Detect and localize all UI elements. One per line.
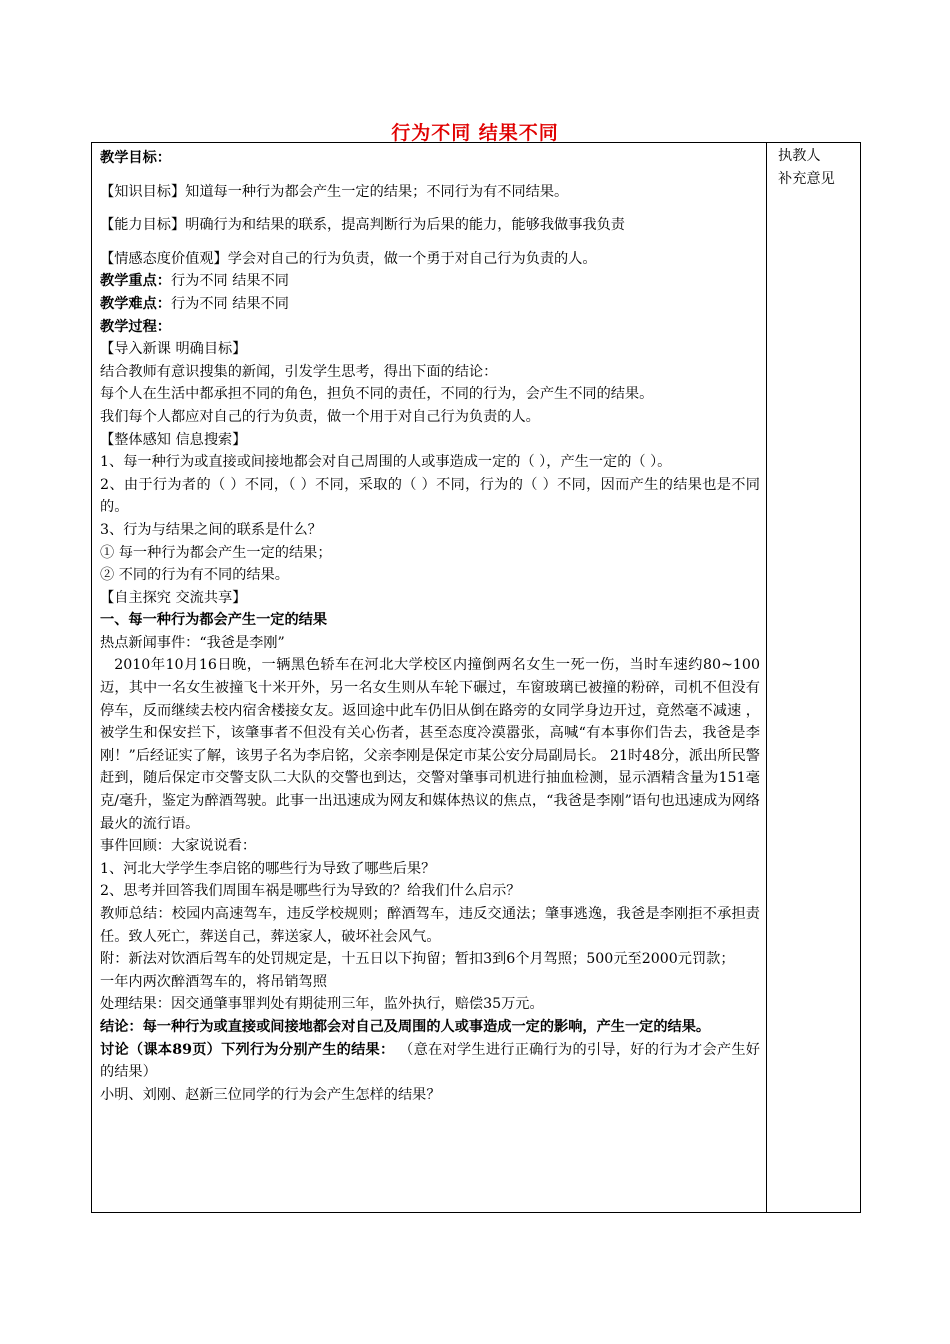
news-body: 2010年10月16日晚，一辆黑色轿车在河北大学校区内撞倒两名女生一死一伤，当时车速约80~100迈，其中一名女生被撞飞十米开外，另一名女生则从车轮下碾过，车窗玻璃已被撞的粉碎，司机不但没有停车，反而继续去校内宿舍楼接女友。返回途中此车仍旧从倒在路旁的女同学身边开过，竟然毫不减速 ，被学生和保安拦下，该肇事者不但没有关心伤者，甚至态度冷漠嚣张，高喊“有本事你们告去，我爸是李刚！”后经证实了解，该男子名为李启铭，父亲李刚是保定市某公安分局副局长。 21时48分，派出所民警赶到，随后保定市交警支队二大队的交警也到达，交警对肇事司机进行抽血检测，显示酒精含量为151毫克/毫升，鉴定为醉酒驾驶。此事一出迅速成为网友和媒体热议的焦点，“我爸是李刚”语句也迅速成为网络最火的流行语。 bbox=[100, 657, 760, 832]
question-3: 3、行为与结果之间的联系是什么？ bbox=[100, 521, 322, 538]
lesson-plan-table bbox=[91, 142, 861, 1213]
ability-goal: 【能力目标】明确行为和结果的联系，提高判断行为后果的能力，能够我做事我负责 bbox=[100, 217, 625, 234]
side-label-teacher: 执教人 bbox=[778, 148, 821, 164]
goals-heading: 教学目标： bbox=[100, 150, 171, 166]
case-result: 处理结果：因交通肇事罪判处有期徒刑三年，监外执行，赔偿35万元。 bbox=[100, 996, 544, 1013]
key-point: 教学重点：行为不同 结果不同 bbox=[100, 273, 289, 290]
discussion: 讨论（课本89页）下列行为分别产生的结果： （意在对学生进行正确行为的引导，好的行为才会产生好的结果） bbox=[100, 1041, 760, 1081]
difficulty: 教学难点：行为不同 结果不同 bbox=[100, 295, 289, 312]
teacher-summary: 教师总结：校园内高速驾车，违反学校规则；醉酒驾车，违反交通法；肇事逃逸，我爸是李刚拒不承担责任。致人死亡，葬送自己，葬送家人，破坏社会风气。 bbox=[100, 906, 760, 945]
intro-line: 结合教师有意识搜集的新闻，引发学生思考，得出下面的结论： bbox=[100, 363, 498, 380]
side-notes-cell bbox=[778, 145, 858, 190]
question-2: 2、由于行为者的（ ）不同，（ ）不同，采取的（ ）不同，行为的（ ）不同，因而产生的结果也是不同的。 bbox=[100, 476, 760, 516]
intro-line: 每个人在生活中都承担不同的角色，担负不同的责任，不同的行为，会产生不同的结果。 bbox=[100, 386, 654, 403]
overview-heading: 【整体感知 信息搜索】 bbox=[100, 431, 247, 448]
review-question-1: 1、河北大学学生李启铭的哪些行为导致了哪些后果？ bbox=[100, 860, 436, 877]
section-1-heading: 一、每一种行为都会产生一定的结果 bbox=[100, 612, 328, 629]
answer-2: ② 不同的行为有不同的结果。 bbox=[100, 567, 289, 584]
question-1: 1、每一种行为或直接或间接地都会对自己周围的人或事造成一定的（ ），产生一定的（ ）。 bbox=[100, 454, 672, 471]
news-title: 热点新闻事件：“我爸是李刚” bbox=[100, 634, 285, 651]
answer-1: ① 每一种行为都会产生一定的结果； bbox=[100, 544, 332, 561]
penalty-appendix: 附：新法对饮酒后驾车的处罚规定是，十五日以下拘留；暂扣3到6个月驾照；500元至2000元罚款； bbox=[100, 951, 735, 968]
document-title: 行为不同 结果不同 bbox=[391, 122, 559, 144]
intro-line: 我们每个人都应对自己的行为负责，做一个用于对自己行为负责的人。 bbox=[100, 408, 540, 425]
column-divider bbox=[766, 143, 767, 1212]
review-heading: 事件回顾：大家说说看： bbox=[100, 838, 257, 855]
conclusion: 结论：每一种行为或直接或间接地都会对自己及周围的人或事造成一定的影响，产生一定的结果。 bbox=[100, 1018, 711, 1035]
process-heading: 教学过程： bbox=[100, 318, 171, 335]
knowledge-goal: 【知识目标】知道每一种行为都会产生一定的结果；不同行为有不同结果。 bbox=[100, 183, 569, 200]
explore-heading: 【自主探究 交流共享】 bbox=[100, 589, 247, 606]
penalty-appendix-2: 一年内两次醉酒驾车的，将吊销驾照 bbox=[100, 973, 328, 990]
last-question: 小明、刘刚、赵新三位同学的行为会产生怎样的结果？ bbox=[100, 1086, 441, 1103]
lesson-content-cell bbox=[100, 143, 760, 1106]
intro-heading: 【导入新课 明确目标】 bbox=[100, 341, 247, 358]
emotion-goal: 【情感态度价值观】学会对自己的行为负责，做一个勇于对自己行为负责的人。 bbox=[100, 250, 597, 267]
review-question-2: 2、思考并回答我们周围车祸是哪些行为导致的？给我们什么启示？ bbox=[100, 883, 521, 900]
side-label-notes: 补充意见 bbox=[778, 170, 835, 187]
